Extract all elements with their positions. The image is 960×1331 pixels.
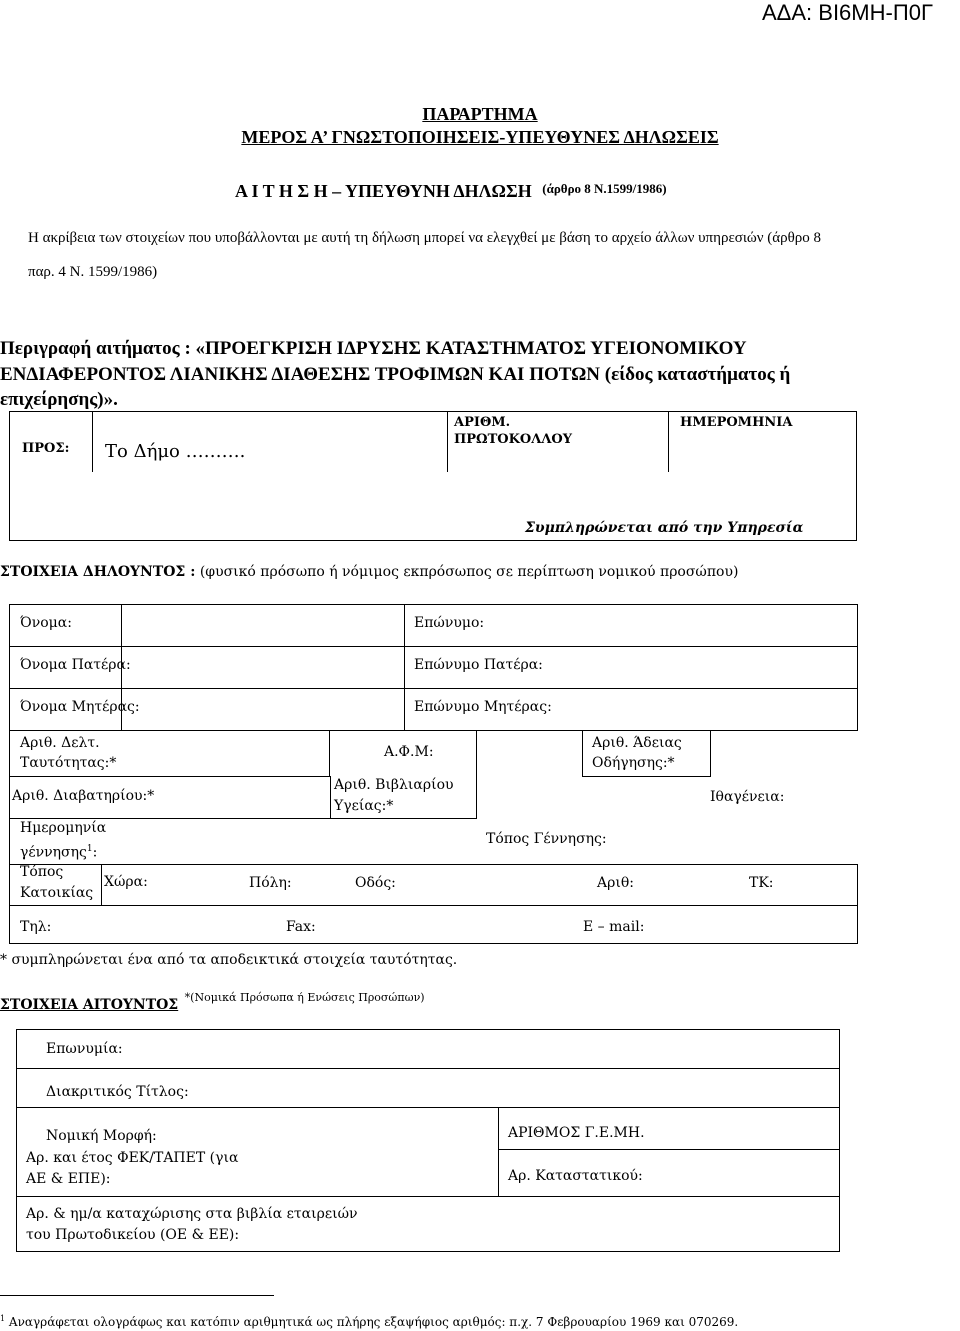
applicant-box-top [16, 1029, 840, 1030]
passport-health-divider [330, 776, 331, 819]
city-label: Πόλη: [249, 875, 292, 891]
birth-date-label-text: γέννησης [20, 844, 87, 861]
health-book-label-line-1: Αριθ. Βιβλιαρίου [334, 777, 454, 793]
street-number-label: Αριθ: [597, 875, 634, 891]
application-title: Α Ι Τ Η Σ Η – ΥΠΕΥΘΥΝΗ ΔΗΛΩΣΗ [235, 181, 532, 201]
footnote [0, 1310, 738, 1331]
id-card-label-line-2: Ταυτότητας:* [20, 755, 117, 771]
applicant-heading-title: ΣΤΟΙΧΕΙΑ ΑΙΤΟΥΝΤΟΣ [0, 997, 179, 1013]
email-label: E – mail: [583, 919, 645, 935]
to-label: ΠΡΟΣ: [22, 441, 70, 456]
request-description-line-2: ΕΝΔΙΑΦΕΡΟΝΤΟΣ ΛΙΑΝΙΚΗΣ ΔΙΑΘΕΣΗΣ ΤΡΟΦΙΜΩΝ ΚΑΙ ΠΟΤΩΝ (είδος καταστήματος ή [0, 364, 791, 385]
residence-label-line-2: Κατοικίας [20, 885, 94, 901]
applicant-row-line-1 [16, 1068, 840, 1069]
applicant-box-bottom [16, 1251, 840, 1252]
protocol-label-line-1: ΑΡΙΘΜ. [454, 415, 511, 430]
father-name-label: Όνομα Πατέρα: [20, 657, 131, 673]
applicant-box-left [16, 1029, 17, 1251]
declarant-box-left [9, 604, 10, 943]
fax-label: Fax: [286, 919, 316, 935]
applicant-row-line-2 [16, 1107, 840, 1108]
applicant-box-right [839, 1029, 840, 1251]
company-name-label: Επωνυμία: [46, 1041, 123, 1057]
recipient-divider-2 [447, 411, 448, 472]
applicant-heading [0, 990, 425, 1011]
date-label: ΗΜΕΡΟΜΗΝΙΑ [680, 415, 793, 430]
surname-col-divider [404, 604, 405, 731]
footnote-rule [0, 1295, 274, 1296]
applicant-heading-note: *(Νομικά Πρόσωπα ή Ενώσεις Προσώπων) [184, 991, 425, 1004]
license-label-line-2: Οδήγησης:* [592, 755, 675, 771]
declarant-box-top [9, 604, 858, 605]
residence-label-line-1: Τόπος [20, 864, 64, 880]
recipient-divider-3 [668, 411, 669, 472]
legal-form-label: Νομική Μορφή: [46, 1128, 157, 1144]
accuracy-note-line-2: παρ. 4 Ν. 1599/1986) [28, 264, 158, 280]
row-line-7 [9, 905, 858, 906]
id-card-label-line-1: Αριθ. Δελτ. [20, 735, 100, 751]
birthplace-label: Τόπος Γέννησης: [486, 831, 607, 847]
declarant-heading [0, 563, 738, 582]
declarant-box-right-lower [857, 864, 858, 943]
mother-name-label: Όνομα Μητέρας: [20, 699, 140, 715]
protocol-label-line-2: ΠΡΩΤΟΚΟΛΛΟΥ [454, 432, 573, 447]
statute-label: Αρ. Καταστατικού: [508, 1168, 643, 1184]
postal-code-label: ΤΚ: [749, 875, 774, 891]
recipient-divider-1 [92, 411, 93, 472]
license-label-line-1: Αριθ. Άδειας [592, 735, 682, 751]
recipient-box-left [9, 411, 10, 540]
passport-label: Αριθ. Διαβατηρίου:* [12, 788, 155, 804]
recipient-box-top [9, 411, 857, 412]
footnote-marker: 1 [0, 1314, 6, 1323]
birth-date-label-colon: : [92, 844, 98, 861]
registry-label: Αρ. & ημ/α καταχώρισης στα βιβλία εταιρειών του Πρωτοδικείου (ΟΕ & ΕΕ): [26, 1206, 358, 1243]
article-reference: (άρθρο 8 Ν.1599/1986) [542, 181, 667, 196]
request-description-line-1: Περιγραφή αιτήματος : «ΠΡΟΕΓΚΡΙΣΗ ΙΔΡΥΣΗΣ ΚΑΤΑΣΤΗΜΑΤΟΣ ΥΓΕΙΟΝΟΜΙΚΟΥ [0, 338, 747, 359]
to-value: Το Δήμο ………. [105, 441, 246, 462]
row-line-2 [9, 688, 858, 689]
applicant-row-line-3 [498, 1149, 840, 1150]
birth-date-footnote-marker: 1 [86, 844, 93, 854]
birth-date-label-line-2 [20, 839, 97, 864]
part-title: ΜΕΡΟΣ Α’ ΓΝΩΣΤΟΠΟΙΗΣΕΙΣ-ΥΠΕΥΘΥΝΕΣ ΔΗΛΩΣΕΙΣ [241, 127, 719, 147]
street-label: Οδός: [355, 875, 396, 891]
residence-divider [101, 864, 102, 905]
recipient-box-bottom [9, 540, 857, 541]
gemi-label: ΑΡΙΘΜΟΣ Γ.Ε.ΜΗ. [508, 1125, 645, 1141]
trade-name-label: Διακριτικός Τίτλος: [46, 1084, 189, 1100]
declarant-box-right-upper [857, 604, 858, 731]
afm-label: Α.Φ.Μ: [384, 744, 434, 760]
license-right-divider [710, 730, 711, 777]
afm-license-divider [476, 730, 477, 777]
fek-label: Αρ. και έτος ΦΕΚ/ΤΑΠΕΤ (για ΑΕ & ΕΠΕ): [26, 1150, 239, 1187]
health-book-label-line-2: Υγείας:* [334, 798, 394, 814]
birth-date-label-line-1: Ημερομηνία [20, 820, 107, 836]
mother-surname-label: Επώνυμο Μητέρας: [414, 699, 552, 715]
annex-title: ΠΑΡΑΡΤΗΜΑ [422, 104, 538, 124]
declarant-heading-title: ΣΤΟΙΧΕΙΑ ΔΗΛΟΥΝΤΟΣ : [0, 564, 196, 580]
phone-label: Τηλ: [20, 919, 52, 935]
row-line-6 [9, 864, 858, 865]
name-label: Όνομα: [20, 615, 72, 631]
license-divider [582, 730, 583, 777]
applicant-row-line-4 [16, 1196, 840, 1197]
surname-label: Επώνυμο: [414, 615, 485, 631]
declarant-heading-note: (φυσικό πρόσωπο ή νόμιμος εκπρόσωπος σε περίπτωση νομικού προσώπου) [199, 564, 739, 580]
document-title [235, 178, 667, 202]
nationality-label: Ιθαγένεια: [710, 789, 785, 805]
country-label: Χώρα: [104, 874, 148, 890]
row-line-4b [582, 776, 711, 777]
row-line-1 [9, 646, 858, 647]
health-right-divider [476, 776, 477, 819]
footnote-text: Αναγράφεται ολογράφως και κατόπιν αριθμητικά ως πλήρης εξαψήφιος αριθμός: π.χ. 7 Φεβρουαρίου 1969 και 070269. [8, 1315, 739, 1329]
service-note: Συμπληρώνεται από την Υπηρεσία [525, 520, 804, 536]
request-description-line-3: επιχείρησης)». [0, 389, 118, 410]
father-surname-label: Επώνυμο Πατέρα: [414, 657, 543, 673]
row-line-3 [9, 730, 858, 731]
row-line-4a [9, 776, 330, 777]
applicant-col-divider [498, 1107, 499, 1196]
declarant-box-bottom [9, 943, 858, 944]
id-afm-divider [329, 730, 330, 777]
ada-code: ΑΔΑ: ΒΙ6ΜΗ-Π0Γ [762, 0, 934, 25]
accuracy-note-line-1: Η ακρίβεια των στοιχείων που υποβάλλονται με αυτή τη δήλωση μπορεί να ελεγχθεί με βάση το αρχείο άλλων υπηρεσιών (άρθρο 8 [28, 230, 822, 246]
recipient-box-right [856, 411, 857, 540]
identity-note: * συμπληρώνεται ένα από τα αποδεικτικά στοιχεία ταυτότητας. [0, 952, 458, 968]
